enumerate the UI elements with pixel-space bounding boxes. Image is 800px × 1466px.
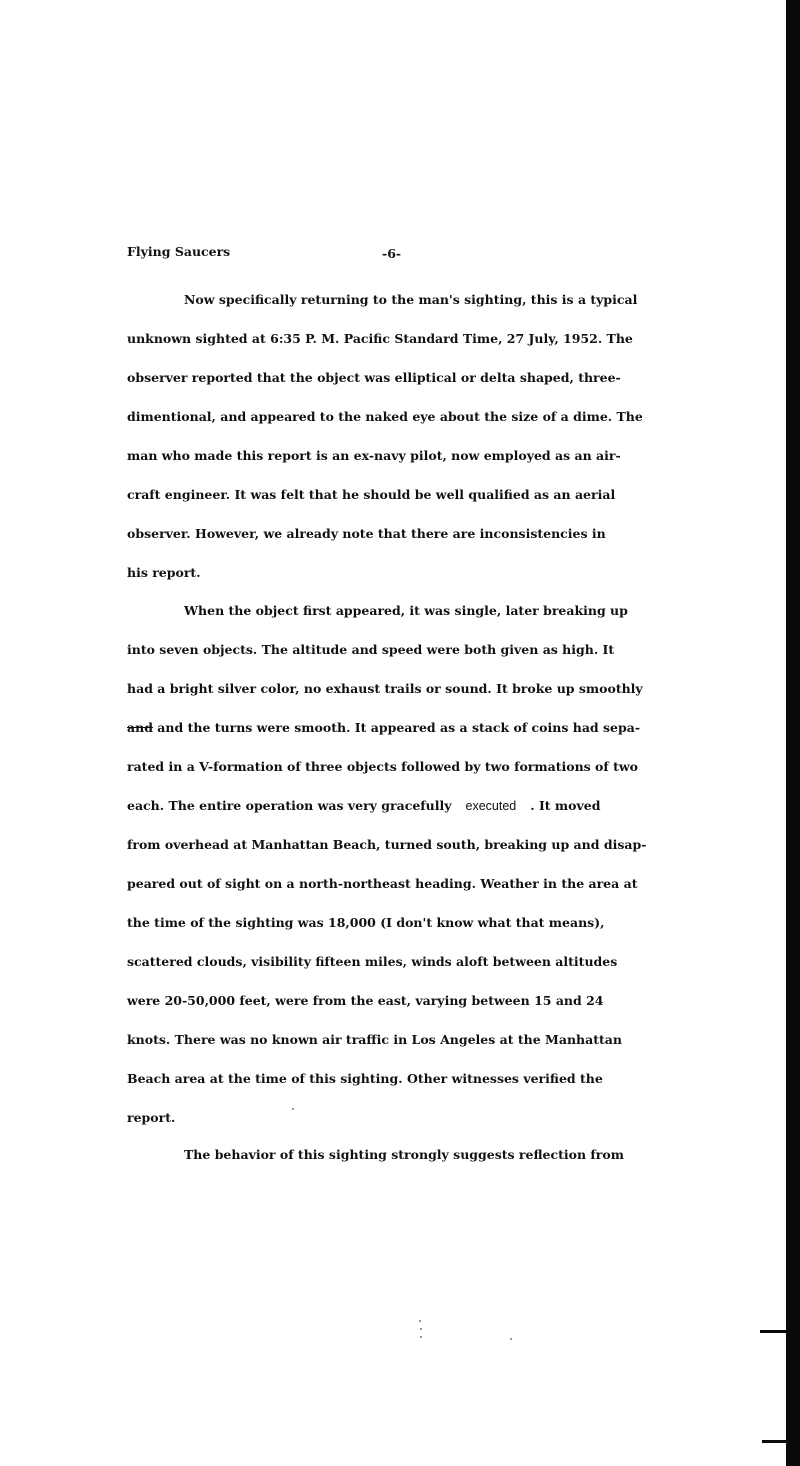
text-line: dimentional, and appeared to the naked eye about the size of a dime. The bbox=[127, 409, 643, 424]
text-line: rated in a V-formation of three objects followed by two formations of two bbox=[127, 759, 638, 774]
page-header bbox=[127, 244, 687, 264]
scan-speck bbox=[292, 1108, 294, 1110]
text-line: peared out of sight on a north-northeast heading. Weather in the area at bbox=[127, 876, 638, 891]
paragraph-3 bbox=[127, 1135, 697, 1174]
scan-edge-mark bbox=[762, 1440, 790, 1443]
text-line: When the object first appeared, it was single, later breaking up bbox=[184, 603, 628, 618]
scan-speck bbox=[420, 1328, 422, 1330]
text-line: Now specifically returning to the man's sighting, this is a typical bbox=[184, 292, 638, 307]
text-line: were 20-50,000 feet, were from the east, varying between 15 and 24 bbox=[127, 993, 604, 1008]
text-line: observer reported that the object was elliptical or delta shaped, three- bbox=[127, 370, 621, 385]
text-line: scattered clouds, visibility fifteen miles, winds aloft between altitudes bbox=[127, 954, 618, 969]
scan-speck bbox=[420, 1336, 422, 1338]
document-title: Flying Saucers bbox=[127, 244, 231, 259]
struck-word: and bbox=[127, 720, 153, 735]
scan-right-border bbox=[786, 0, 800, 1466]
text-line: report. bbox=[127, 1110, 176, 1125]
text-line: and and the turns were smooth. It appeared as a stack of coins had sepa- bbox=[127, 720, 641, 735]
text-line: knots. There was no known air traffic in Los Angeles at the Manhattan bbox=[127, 1032, 622, 1047]
scan-edge-mark bbox=[760, 1330, 790, 1333]
typed-insertion: executed bbox=[465, 799, 517, 813]
paragraph-1 bbox=[127, 280, 697, 592]
text-line: The behavior of this sighting strongly suggests reflection from bbox=[184, 1147, 624, 1162]
text-line: from overhead at Manhattan Beach, turned south, breaking up and disap- bbox=[127, 837, 647, 852]
scan-speck bbox=[510, 1338, 512, 1340]
text-line: Beach area at the time of this sighting. Other witnesses verified the bbox=[127, 1071, 603, 1086]
text-line: his report. bbox=[127, 565, 201, 580]
text-line: man who made this report is an ex-navy pilot, now employed as an air- bbox=[127, 448, 621, 463]
text-line: had a bright silver color, no exhaust trails or sound. It broke up smoothly bbox=[127, 681, 643, 696]
text-line: into seven objects. The altitude and speed were both given as high. It bbox=[127, 642, 615, 657]
text-line: craft engineer. It was felt that he should be well qualified as an aerial bbox=[127, 487, 616, 502]
page-number: -6- bbox=[382, 246, 402, 261]
text-line: observer. However, we already note that there are inconsistencies in bbox=[127, 526, 606, 541]
scan-speck bbox=[419, 1320, 421, 1322]
text-line: unknown sighted at 6:35 P. M. Pacific Standard Time, 27 July, 1952. The bbox=[127, 331, 633, 346]
paragraph-2 bbox=[127, 591, 697, 1137]
text-line: the time of the sighting was 18,000 (I don't know what that means), bbox=[127, 915, 605, 930]
text-line: each. The entire operation was very gracefully executed . It moved bbox=[127, 798, 601, 813]
